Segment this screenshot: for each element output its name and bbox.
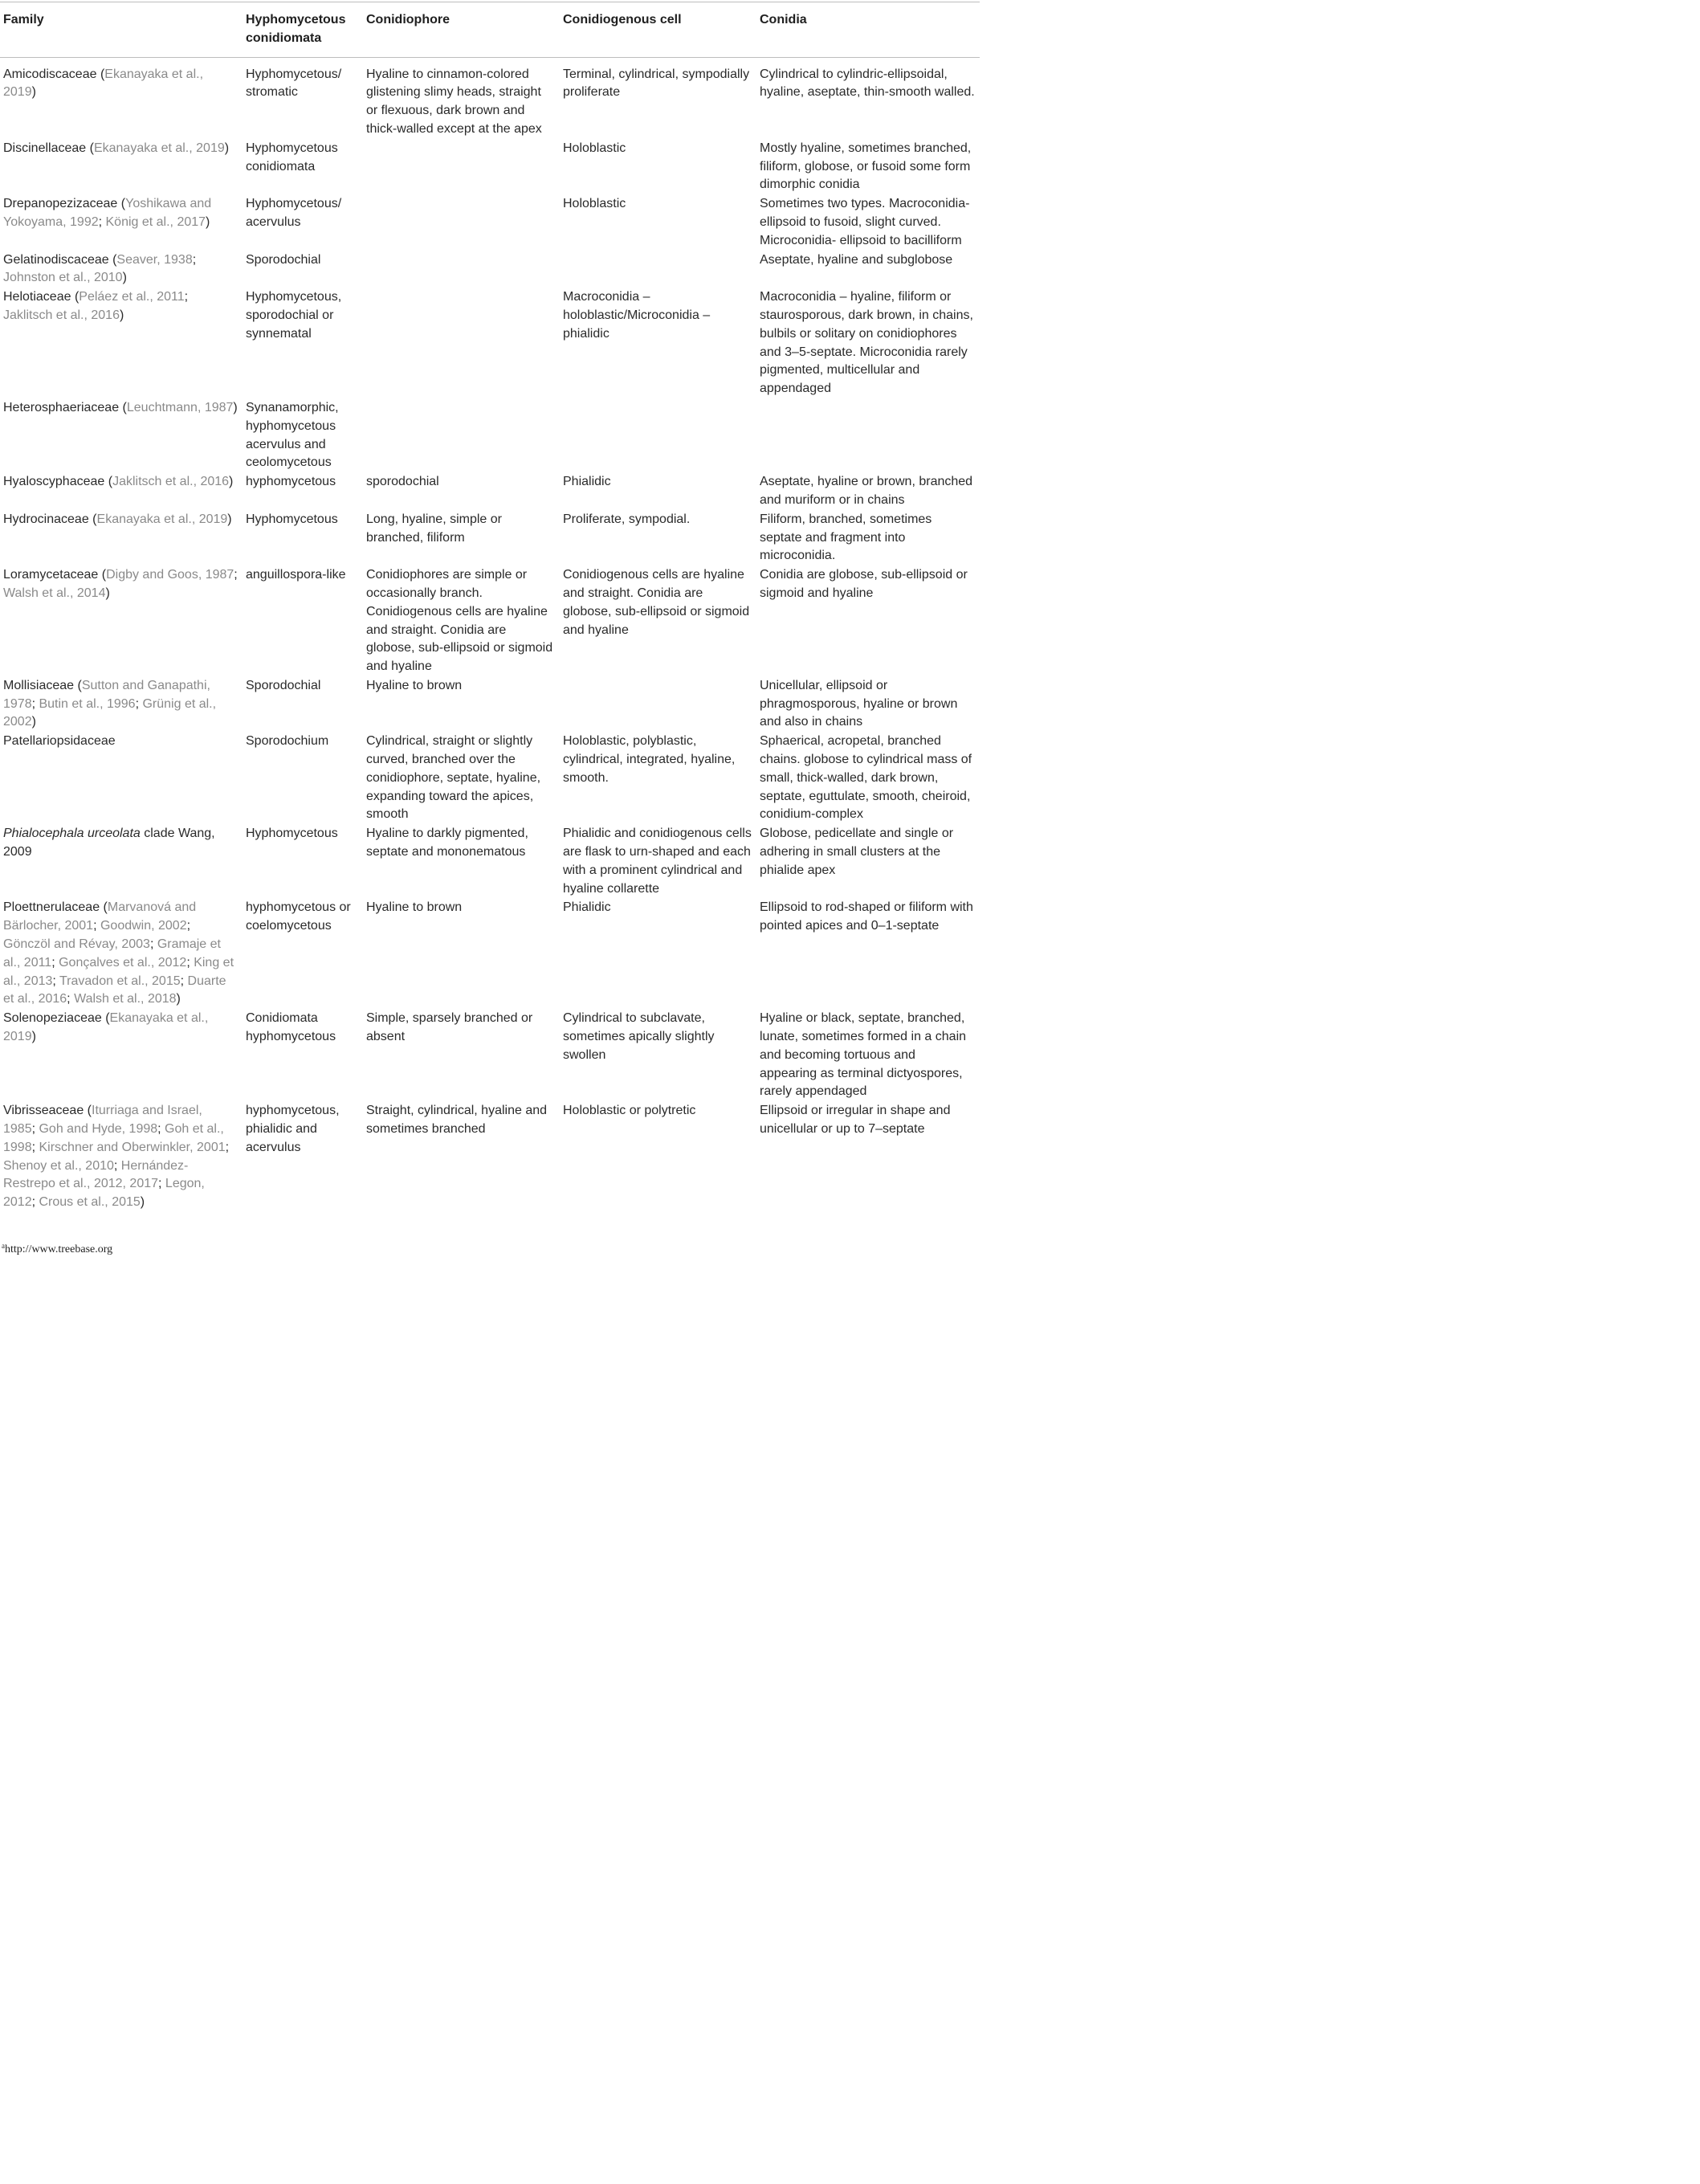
cell-conidiophore (363, 398, 560, 472)
family-name: Hydrocinaceae (3, 512, 89, 526)
citation-link[interactable]: Digby and Goos, 1987 (106, 568, 234, 582)
cell-conidiogenous-cell (560, 251, 756, 288)
family-name: Vibrisseaceae (3, 1104, 84, 1118)
family-name: Helotiaceae (3, 290, 71, 304)
table-row (0, 139, 980, 194)
citation-link[interactable]: King et al., 2013 (3, 955, 234, 988)
citation-link[interactable]: Gonçalves et al., 2012 (59, 955, 187, 970)
citation-link[interactable]: Sutton and Ganapathi, 1978 (3, 678, 210, 711)
family-name: Gelatinodiscaceae (3, 252, 109, 267)
citation-link[interactable]: Butin et al., 1996 (39, 696, 136, 711)
cell-conidia: Macroconidia – hyaline, filiform or staurosporous, dark brown, in chains, bulbils or solitary on conidiophores and 3–5-septate. Microconidia rarely pigmented, multicellular and appendaged (760, 290, 973, 396)
citation-link[interactable]: Johnston et al., 2010 (3, 271, 123, 285)
cell-conidiogenous-cell: Terminal, cylindrical, sympodially proliferate (563, 67, 750, 100)
table-row (0, 251, 980, 288)
cell-family (0, 824, 243, 898)
table-body (0, 57, 980, 1212)
citation-link[interactable]: Kirschner and Oberwinkler, 2001 (39, 1140, 226, 1154)
cell-family: Ploettnerulaceae (Marvanová and Bärlocher, 2001; Goodwin, 2002; Gönczöl and Révay, 2003; Gramaje et al., 2011; Gonçalves et al., 2012; King et al., 2013; Travadon et al., 2015; Duarte et al., 2016; Walsh et al., 2018) (3, 900, 234, 1006)
cell-conidiophore: Simple, sparsely branched or absent (366, 1011, 533, 1044)
citation-link[interactable]: Hernández-Restrepo et al., 2012, 2017 (3, 1158, 189, 1191)
cell-conidiogenous-cell: Phialidic and conidiogenous cells are flask to urn-shaped and each with a prominent cylindrical and hyaline collarette (563, 827, 752, 896)
cell-conidiogenous-cell: Phialidic (563, 900, 611, 915)
citation-link[interactable]: Goh et al., 1998 (3, 1122, 224, 1154)
header-conidiophore: Conidiophore (366, 13, 450, 27)
citation-link[interactable]: Goh and Hyde, 1998 (39, 1122, 158, 1137)
cell-conidiomata: hyphomycetous or coelomycetous (246, 900, 351, 933)
cell-conidiophore: sporodochial (366, 475, 439, 489)
family-name: Hyaloscyphaceae (3, 475, 105, 489)
cell-family: Amicodiscaceae (Ekanayaka et al., 2019) (3, 67, 204, 100)
cell-conidia: Cylindrical to cylindric-ellipsoidal, hyaline, aseptate, thin-smooth walled. (760, 67, 975, 100)
cell-conidia (756, 398, 980, 472)
cell-conidiogenous-cell (560, 676, 756, 732)
table-row (0, 1009, 980, 1101)
cell-conidia: Aseptate, hyaline and subglobose (760, 252, 953, 267)
cell-conidiogenous-cell (560, 398, 756, 472)
cell-conidiomata: Conidiomata hyphomycetous (246, 1011, 336, 1044)
cell-conidiogenous-cell: Holoblastic or polytretic (563, 1104, 696, 1118)
cell-family: Vibrisseaceae (Iturriaga and Israel, 1985; Goh and Hyde, 1998; Goh et al., 1998; Kirschner and Oberwinkler, 2001; Shenoy et al., 2010; Hernández-Restrepo et al., 2012, 2017; Legon, 2012; Crous et al., 2015) (3, 1104, 230, 1210)
citation-link[interactable]: Walsh et al., 2018 (74, 992, 177, 1006)
citation-link[interactable]: Crous et al., 2015 (39, 1195, 141, 1210)
citation-link[interactable]: Legon, 2012 (3, 1177, 205, 1210)
cell-conidiogenous-cell: Conidiogenous cells are hyaline and straight. Conidia are globose, sub-ellipsoid or sigmoid and hyaline (563, 568, 750, 637)
cell-conidia: Mostly hyaline, sometimes branched, filiform, globose, or fusoid some form dimorphic conidia (760, 141, 972, 192)
cell-conidiophore (363, 139, 560, 194)
cell-conidiogenous-cell: Phialidic (563, 475, 611, 489)
cell-family: Loramycetaceae (Digby and Goos, 1987; Walsh et al., 2014) (3, 568, 238, 600)
citation-link[interactable]: Gramaje et al., 2011 (3, 937, 221, 970)
table-header (0, 2, 980, 58)
cell-conidiophore: Hyaline to cinnamon-colored glistening slimy heads, straight or flexuous, dark brown and thick-walled except at the apex (366, 67, 542, 136)
table-row (0, 898, 980, 1009)
cell-conidiomata: Sporodochial (246, 678, 321, 692)
footnote (2, 1242, 112, 1256)
cell-conidiomata: Hyphomycetous, sporodochial or synnematal (246, 290, 342, 341)
citation-link[interactable]: Ekanayaka et al., 2019 (96, 512, 228, 526)
citation-link[interactable]: Marvanová and Bärlocher, 2001 (3, 900, 197, 933)
cell-conidiogenous-cell: Holoblastic, polyblastic, cylindrical, integrated, hyaline, smooth. (563, 734, 736, 785)
header-row (0, 2, 980, 58)
cell-conidiophore: Hyaline to darkly pigmented, septate and mononematous (366, 827, 528, 859)
cell-conidiomata: anguillospora-like (246, 568, 346, 582)
table-row (0, 288, 980, 398)
header-conidiomata: Hyphomycetous conidiomata (246, 13, 346, 45)
family-name: Phialocephala urceolata (3, 827, 141, 841)
footnote-text: http://www.treebase.org (5, 1243, 113, 1255)
cell-family: Hydrocinaceae (Ekanayaka et al., 2019) (3, 512, 232, 526)
cell-conidiophore: Conidiophores are simple or occasionally branch. Conidiogenous cells are hyaline and straight. Conidia are globose, sub-ellipsoid or sigmoid and hyaline (366, 568, 553, 674)
family-name: Discinellaceae (3, 141, 87, 155)
table-row (0, 510, 980, 565)
cell-conidia: Ellipsoid to rod-shaped or filiform with pointed apices and 0–1-septate (760, 900, 973, 933)
cell-conidiogenous-cell: Macroconidia – holoblastic/Microconidia – phialidic (563, 290, 711, 341)
header-family: Family (3, 13, 44, 27)
family-name: Ploettnerulaceae (3, 900, 100, 915)
table-row (0, 398, 980, 472)
cell-conidiomata: Hyphomycetous (246, 512, 338, 526)
family-name: Heterosphaeriaceae (3, 400, 120, 414)
family-name: Amicodiscaceae (3, 67, 97, 81)
family-name: Drepanopezizaceae (3, 197, 118, 211)
cell-conidiogenous-cell: Holoblastic (563, 197, 626, 211)
cell-conidiophore (363, 194, 560, 250)
cell-conidia: Sphaerical, acropetal, branched chains. globose to cylindrical mass of small, thick-walled, dark brown, septate, eguttulate, smooth, cheiroid, conidium-complex (760, 734, 972, 822)
table-document (0, 0, 980, 1259)
table-row (0, 1101, 980, 1212)
table-row (0, 472, 980, 510)
citation-link[interactable]: König et al., 2017 (105, 214, 206, 229)
family-name: Mollisiaceae (3, 678, 75, 692)
cell-conidiophore: Hyaline to brown (366, 900, 463, 915)
citation-link[interactable]: Ekanayaka et al., 2019 (93, 141, 225, 155)
family-name: Loramycetaceae (3, 568, 99, 582)
cell-conidia: Aseptate, hyaline or brown, branched and muriform or in chains (760, 475, 973, 507)
cell-conidiomata: Hyphomycetous (246, 827, 338, 841)
cell-conidiogenous-cell: Proliferate, sympodial. (563, 512, 691, 526)
cell-conidiophore: Long, hyaline, simple or branched, filiform (366, 512, 502, 545)
cell-conidiomata: Hyphomycetous/ stromatic (246, 67, 342, 100)
header-conidiogenous-cell: Conidiogenous cell (563, 13, 682, 27)
cell-family: Hyaloscyphaceae (Jaklitsch et al., 2016) (3, 475, 234, 489)
cell-conidiomata: hyphomycetous (246, 475, 336, 489)
citation-link[interactable]: Shenoy et al., 2010 (3, 1158, 114, 1173)
citation-link[interactable]: Ekanayaka et al., 2019 (3, 1011, 209, 1044)
families-table (0, 2, 980, 1212)
citation-link[interactable]: Leuchtmann, 1987 (126, 400, 234, 414)
cell-family: Gelatinodiscaceae (Seaver, 1938; Johnston et al., 2010) (3, 252, 197, 285)
cell-conidiophore: Hyaline to brown (366, 678, 463, 692)
cell-conidiomata: Hyphomycetous conidiomata (246, 141, 338, 173)
citation-link[interactable]: Gönczöl and Révay, 2003 (3, 937, 150, 952)
cell-conidiophore: Straight, cylindrical, hyaline and sometimes branched (366, 1104, 548, 1137)
cell-conidia: Filiform, branched, sometimes septate and fragment into microconidia. (760, 512, 932, 563)
cell-family: Heterosphaeriaceae (Leuchtmann, 1987) (3, 400, 238, 414)
citation-link[interactable]: Peláez et al., 2011 (79, 290, 185, 304)
table-row (0, 732, 980, 824)
cell-family: Helotiaceae (Peláez et al., 2011; Jaklitsch et al., 2016) (3, 290, 189, 322)
cell-conidiogenous-cell: Holoblastic (563, 141, 626, 155)
table-row (0, 57, 980, 139)
family-suffix: clade Wang, 2009 (3, 827, 215, 859)
citation-link[interactable]: Seaver, 1938 (116, 252, 193, 267)
table-row (0, 676, 980, 732)
table-row (0, 824, 980, 898)
citation-link[interactable]: Yoshikawa and Yokoyama, 1992 (3, 197, 212, 229)
cell-family: Mollisiaceae (Sutton and Ganapathi, 1978; Butin et al., 1996; Grünig et al., 2002) (3, 678, 217, 729)
header-conidia: Conidia (760, 13, 807, 27)
cell-conidiophore (363, 251, 560, 288)
cell-conidiophore (363, 288, 560, 398)
cell-conidiogenous-cell: Cylindrical to subclavate, sometimes apically slightly swollen (563, 1011, 715, 1062)
citation-link[interactable]: Duarte et al., 2016 (3, 974, 226, 1006)
cell-conidiomata: hyphomycetous, phialidic and acervulus (246, 1104, 340, 1154)
citation-link[interactable]: Grünig et al., 2002 (3, 696, 217, 729)
cell-conidia: Hyaline or black, septate, branched, lunate, sometimes formed in a chain and becoming tortuous and appearing as terminal dictyospores, rarely appendaged (760, 1011, 967, 1099)
table-row (0, 565, 980, 676)
cell-conidia: Conidia are globose, sub-ellipsoid or sigmoid and hyaline (760, 568, 968, 600)
cell-family (0, 732, 243, 824)
citation-link[interactable]: Iturriaga and Israel, 1985 (3, 1104, 202, 1137)
cell-conidiomata: Hyphomycetous/ acervulus (246, 197, 342, 229)
cell-family: Drepanopezizaceae (Yoshikawa and Yokoyama, 1992; König et al., 2017) (3, 197, 212, 229)
cell-conidiomata: Synanamorphic, hyphomycetous acervulus and ceolomycetous (246, 400, 339, 470)
citation-link[interactable]: Jaklitsch et al., 2016 (3, 308, 120, 322)
cell-conidiophore: Cylindrical, straight or slightly curved, branched over the conidiophore, septate, hyaline, expanding toward the apices, smooth (366, 734, 541, 822)
citation-link[interactable]: Travadon et al., 2015 (59, 974, 181, 988)
cell-conidia: Unicellular, ellipsoid or phragmosporous, hyaline or brown and also in chains (760, 678, 958, 729)
cell-conidiomata: Sporodochium (246, 734, 329, 749)
footnote-marker: a (2, 1242, 5, 1250)
cell-family: Discinellaceae (Ekanayaka et al., 2019) (3, 141, 230, 155)
cell-conidia: Sometimes two types. Macroconidia- ellipsoid to fusoid, slight curved. Microconidia- ellipsoid to bacilliform (760, 197, 970, 247)
citation-link[interactable]: Ekanayaka et al., 2019 (3, 67, 204, 100)
citation-link[interactable]: Goodwin, 2002 (100, 919, 187, 933)
table-row (0, 194, 980, 250)
cell-conidiomata: Sporodochial (246, 252, 321, 267)
cell-family: Solenopeziaceae (Ekanayaka et al., 2019) (3, 1011, 209, 1044)
cell-conidia: Globose, pedicellate and single or adhering in small clusters at the phialide apex (760, 827, 954, 877)
citation-link[interactable]: Walsh et al., 2014 (3, 586, 106, 600)
family-name: Solenopeziaceae (3, 1011, 102, 1026)
citation-link[interactable]: Jaklitsch et al., 2016 (112, 475, 230, 489)
cell-conidia: Ellipsoid or irregular in shape and unicellular or up to 7–septate (760, 1104, 951, 1137)
family-name: Patellariopsidaceae (3, 734, 116, 749)
